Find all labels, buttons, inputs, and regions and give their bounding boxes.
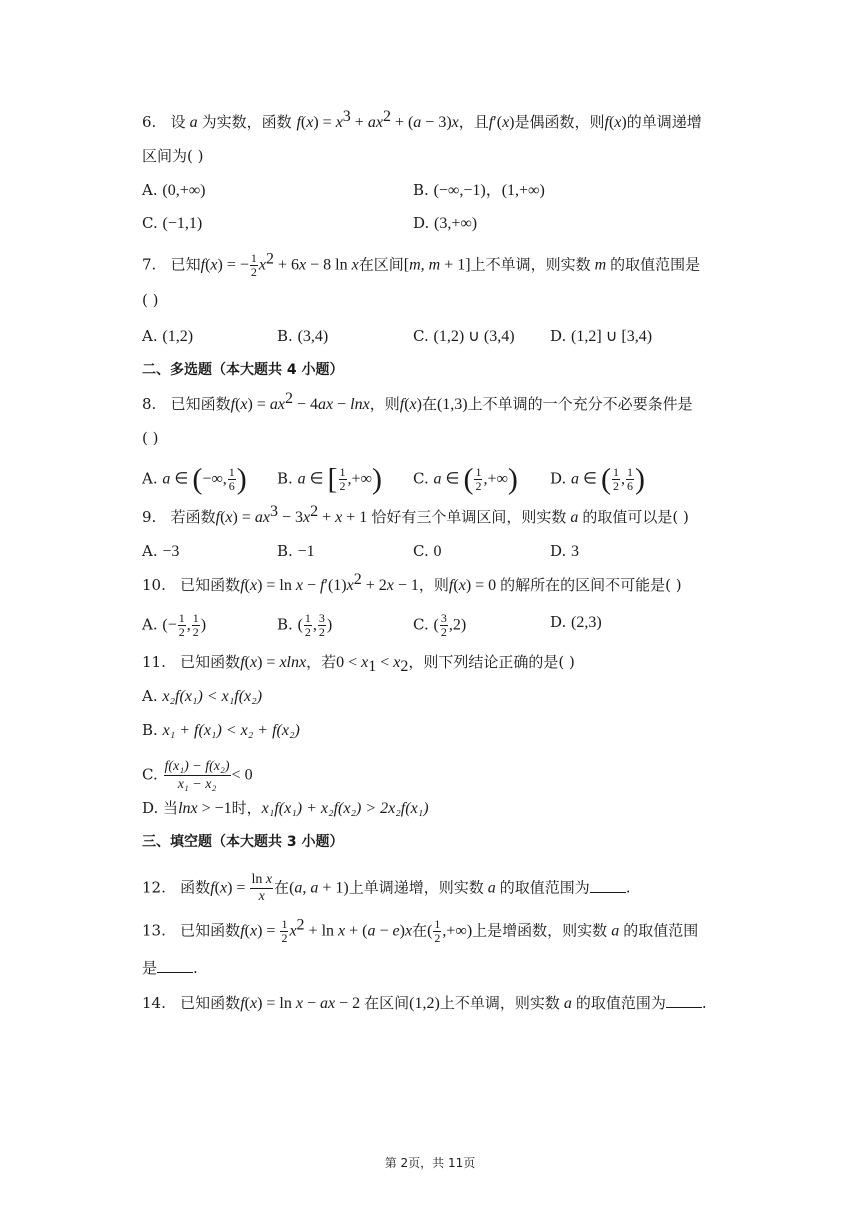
option-label: C.	[413, 615, 429, 634]
question-12-text: 在	[274, 878, 290, 897]
question-12-text: 上单调递增，则实数	[348, 878, 484, 897]
option-label: D.	[550, 542, 567, 560]
question-13-text: 已知函数	[180, 921, 241, 940]
option-label: B.	[277, 327, 293, 345]
option-10d[interactable]	[550, 612, 602, 633]
question-7-text: 在区间	[358, 255, 404, 274]
question-9-text: 恰好有三个单调区间，则实数	[371, 508, 567, 526]
option-label: A.	[142, 181, 158, 199]
question-14-text: 已知函数	[180, 994, 241, 1012]
punctuation: .	[625, 878, 631, 897]
question-7-paren: ( )	[142, 291, 159, 309]
question-6-line-1: 6. 设 a 为实数，函数 $f(x) = x^3 + ax^2 + (a - 3)x$，且f′(x)是偶函数，则f(x)的单调递增	[142, 108, 702, 131]
option-7a[interactable]	[142, 326, 193, 347]
option-8b[interactable]: B. a ∈ [ $\frac{1}{2}$ ,+∞)	[277, 462, 382, 496]
question-13-number: 13.	[142, 921, 166, 940]
option-label: D.	[550, 613, 567, 631]
option-value: (−1,1)	[162, 215, 203, 232]
question-8-text: ，则	[369, 395, 400, 413]
question-10-text: 已知函数	[180, 576, 241, 594]
option-10b[interactable]: B. ( $\frac{1}{2}$ , $\frac{3}{2}$ )	[277, 611, 333, 639]
question-13-text: 在	[412, 921, 428, 940]
option-6a[interactable]	[142, 180, 205, 201]
punctuation: .	[193, 959, 198, 977]
option-11c[interactable]: C. $\frac{\text{f(x₁) − f(x₂)}}{\text{x₁ − x₂}}$ < 0	[142, 759, 253, 792]
option-label: C.	[142, 214, 158, 232]
section-heading-multiple-choice: 二、多选题（本大题共 4 小题）	[142, 362, 344, 378]
option-label: D.	[142, 799, 159, 817]
option-9b[interactable]	[277, 541, 315, 562]
option-label: A.	[142, 687, 158, 705]
option-10a[interactable]: A. (− $\frac{1}{2}$ , $\frac{1}{2}$ )	[142, 611, 207, 639]
option-9d[interactable]	[550, 541, 579, 562]
option-value: (0,+∞)	[162, 182, 206, 199]
section-heading-fill-in: 三、填空题（本大题共 3 小题）	[142, 834, 344, 850]
option-value: x₁f(x₁) + x₂f(x₂) > 2x₂f(x₁)	[261, 800, 429, 817]
option-value: 0	[433, 543, 442, 560]
question-11-text: ，则下列结论正确的是( )	[408, 653, 575, 671]
option-11a[interactable]	[142, 686, 262, 707]
question-13-text: 是	[142, 959, 158, 977]
question-13-line-2	[142, 958, 198, 978]
question-7-line-1: 7. 已知f(x) = − $\frac{1}{2}$ $x^2 + 6x - 8$ ln x在区间[m, m + 1]上不单调，则实数 m 的取值范围是	[142, 250, 701, 279]
option-7c[interactable]	[413, 326, 515, 347]
question-13-text: 的取值范围	[623, 921, 699, 940]
option-8d[interactable]: D. a ∈ ( $\frac{1}{2}$ , $\frac{1}{6}$ )	[550, 462, 645, 496]
option-label: C.	[413, 327, 429, 345]
question-8-text: 上不单调的一个充分不必要条件是	[467, 395, 693, 413]
question-8-paren: ( )	[142, 429, 159, 447]
question-10-text: 的解所在的区间不可能是( )	[500, 576, 682, 594]
option-label: C.	[142, 765, 158, 784]
option-label: D.	[550, 469, 567, 488]
option-value: −1	[297, 543, 315, 560]
option-label: B.	[413, 181, 429, 199]
question-8-text: 在	[421, 395, 437, 413]
question-8-number: 8.	[142, 395, 157, 413]
answer-blank[interactable]	[157, 958, 193, 973]
option-label: D.	[550, 327, 567, 345]
question-6-line-2: 区间为( )	[142, 147, 204, 165]
option-8a[interactable]: A. a ∈ (−∞, $\frac{1}{6}$ )	[142, 462, 247, 496]
question-11-text: 已知函数	[180, 653, 241, 671]
question-8-text: 已知函数	[170, 395, 231, 413]
option-7d[interactable]	[550, 326, 652, 347]
question-9-line-1: 9. 若函数$f(x) = ax^3 - 3x^2 + x + 1$ 恰好有三个单调区间，则实数 a 的取值可以是( )	[142, 503, 689, 526]
option-label: A.	[142, 615, 158, 634]
punctuation: .	[701, 994, 707, 1012]
question-14-text: 的取值范围为	[575, 994, 666, 1012]
option-6b[interactable]	[413, 180, 545, 201]
question-12-number: 12.	[142, 878, 166, 897]
answer-blank[interactable]	[590, 878, 626, 893]
question-10-line-1: 10. 已知函数$f(x) = \ln x - f'(1)x^2 + 2x - 1$，则f(x) = 0 的解所在的区间不可能是( )	[142, 571, 682, 594]
question-6-text: 设	[170, 113, 186, 131]
option-11d[interactable]: D. 当lnx > −1时，x₁f(x₁) + x₂f(x₂) > 2x₂f(x₁)	[142, 799, 429, 817]
option-label: B.	[277, 469, 293, 488]
option-6c[interactable]	[142, 213, 202, 234]
option-label: A.	[142, 469, 158, 488]
option-label: B.	[277, 615, 293, 634]
option-value: (1,2) ∪ (3,4)	[433, 328, 515, 345]
question-14-number: 14.	[142, 994, 166, 1012]
question-7-text: 已知	[170, 255, 201, 274]
question-6-text: 为实数，函数	[201, 113, 292, 131]
option-value: x₁ + f(x₁) < x₂ + f(x₂)	[162, 722, 300, 739]
option-value: (1,2)	[162, 328, 194, 345]
question-13-line-1: 13. 已知函数f(x) = $\frac{1}{2}$ $x^2 + \ln x + (a - e)x$在( $\frac{1}{2}$ ,+∞)上是增函数，则实数 a 的取值范围	[142, 916, 699, 945]
option-value: (3,4)	[297, 328, 329, 345]
option-10c[interactable]: C. ( $\frac{3}{2}$ ,2)	[413, 611, 467, 639]
option-label: D.	[413, 214, 430, 232]
question-10-text: ，则	[418, 576, 449, 594]
question-9-text: 若函数	[170, 508, 216, 526]
question-11-line-1: 11. 已知函数f(x) = xlnx，若$0 < x_1 < x_2$，则下列结论正确的是( )	[142, 653, 575, 675]
question-12-text: 的取值范围为	[499, 878, 590, 897]
option-text: 时，	[231, 799, 262, 817]
option-value: 3	[571, 543, 580, 560]
question-7-number: 7.	[142, 255, 157, 274]
question-12-text: 函数	[180, 878, 211, 897]
question-14-text: 在区间	[364, 994, 410, 1012]
function-expression: f	[296, 114, 301, 131]
option-label: C.	[413, 542, 429, 560]
option-7b[interactable]	[277, 326, 328, 347]
option-value: −3	[162, 543, 180, 560]
option-11b[interactable]	[142, 720, 300, 741]
question-14-line-1: 14. 已知函数f(x) = ln x − ax − 2 在区间(1,2)上不单调，则实数 a 的取值范围为 .	[142, 994, 707, 1012]
question-6-text: 是偶函数，则	[514, 113, 605, 131]
question-6-number: 6.	[142, 113, 157, 131]
option-value: (1,2] ∪ [3,4)	[571, 328, 653, 345]
question-9-number: 9.	[142, 508, 157, 526]
option-value: (3,+∞)	[434, 215, 478, 232]
option-label: B.	[142, 721, 158, 739]
option-value: (2,3)	[571, 614, 602, 631]
option-text: 当	[163, 799, 179, 817]
option-9c[interactable]	[413, 541, 442, 562]
question-13-text: 上是增函数，则实数	[472, 921, 608, 940]
question-9-text: 的取值可以是( )	[582, 508, 689, 526]
question-11-text: ，若	[306, 653, 337, 671]
page-footer: 第 2页，共 11页	[384, 1156, 476, 1170]
question-6-text: 的单调递增	[626, 113, 702, 131]
option-6d[interactable]	[413, 213, 477, 234]
option-label: A.	[142, 542, 158, 560]
option-label: C.	[413, 469, 429, 488]
question-6-text: ，且	[458, 113, 489, 131]
question-11-number: 11.	[142, 653, 166, 671]
question-7-text: 的取值范围是	[610, 255, 701, 274]
question-10-number: 10.	[142, 576, 166, 594]
option-8c[interactable]: C. a ∈ ( $\frac{1}{2}$ ,+∞)	[413, 462, 518, 496]
option-9a[interactable]	[142, 541, 179, 562]
question-8-line-1: 8. 已知函数$f(x) = ax^2 - 4ax - \ln x$，则f(x)在(1,3)上不单调的一个充分不必要条件是	[142, 390, 693, 413]
option-value: x₂f(x₁) < x₁f(x₂)	[162, 688, 263, 705]
option-label: A.	[142, 327, 158, 345]
question-12-line-1: 12. 函数f(x) = $\frac{\text{ln x}}{x}$ 在(a, a + 1)上单调递增，则实数 a 的取值范围为 .	[142, 872, 631, 904]
answer-blank[interactable]	[666, 993, 702, 1008]
option-value: < 0	[231, 766, 253, 784]
option-label: B.	[277, 542, 293, 560]
question-7-text: 上不单调，则实数	[470, 255, 591, 274]
question-14-text: 上不单调，则实数	[439, 994, 560, 1012]
option-value: (−∞,−1)，(1,+∞)	[433, 182, 545, 199]
